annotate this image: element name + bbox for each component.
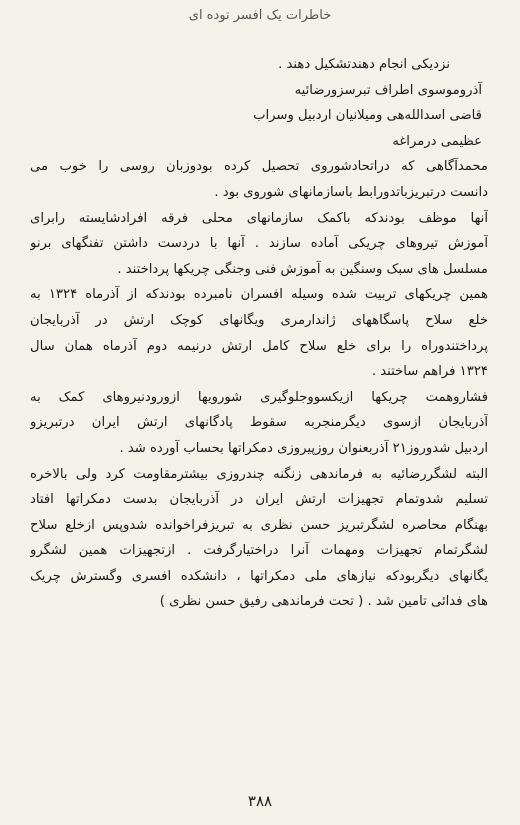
text-line: آذربایجان ازسوی دیگرمنجربه سقوط پادگانهای ارتش ایران درتبریزو — [30, 415, 488, 431]
text-line: خلع سلاح پاسگاههای ژاندارمری ویگانهای کوچک ارتش در آذربایجان — [30, 312, 488, 328]
text-line: فشاروهمت چریکها ازیکسووجلوگیری شورویها ازورودنیروهای کمک به — [30, 389, 488, 405]
text-line: محمدآگاهی که دراتحادشوروی تحصیل کرده بودوزبان روسی را خوب می — [30, 159, 488, 175]
text-line: عظیمی درمراغه — [392, 133, 482, 149]
text-line: مسلسل های سبک وسنگین به آموزش فنی وجنگی چریکها پرداختند . — [117, 261, 488, 277]
text-line: تسلیم شدوتمام تجهیزات ارتش ایران در آذربایجان بدست دمکراتها افتاد — [30, 492, 488, 508]
text-line: بهنگام محاصره لشگرتبریز حسن نظری به تبریزفراخوانده شدوپس ازخلع سلاح — [30, 517, 488, 533]
text-line: قاضی اسدالله‌هی ومیلانیان اردبیل وسراب — [253, 108, 482, 124]
text-line: لشگرتمام تجهیزات ومهمات آنرا دراختیارگرفت . ازتجهیزات همین لشگرو — [30, 543, 488, 559]
text-line: دانست درتبریزباتدورابط باسازمانهای شوروی بود . — [214, 184, 488, 200]
text-line: آذروموسوی اطراف تبرسزورضائیه — [294, 82, 482, 98]
text-line: آموزش تیروهای چریکی آماده سازند . آنها با دردست داشتن تفنگهای برنو — [30, 236, 488, 252]
running-header: خاطرات یک افسر توده ای — [188, 8, 332, 23]
text-line: همین چریکهای تربیت شده وسیله افسران نامبرده بودندکه از آذرماه ۱۳۲۴ به — [30, 287, 488, 303]
text-line: البته لشگررضائیه به فرماندهی زنگنه چندروزی بیشترمقاومت کرد ولی بالاخره — [30, 466, 488, 482]
text-line: نزدیکی انجام دهندتشکیل دهند . — [278, 57, 450, 72]
text-line: ۱۳۲۴ فراهم ساختند . — [371, 364, 488, 380]
body-text — [30, 52, 488, 615]
text-line: یگانهای دیگربودکه نیازهای ملی دمکراتها ، دانشکده افسری وگسترش چریک — [30, 568, 488, 584]
page-number: ۳۸۸ — [247, 792, 273, 810]
text-line: آنها موظف بودندکه باکمک سازمانهای محلی فرقه افرادشایسته رابرای — [30, 210, 488, 226]
text-line: پرداختندوراه را برای خلع سلاح کامل ارتش درنیمه دوم آذرماه همان سال — [30, 338, 488, 354]
text-line: های فدائی تامین شد . ( تحت فرماندهی رفیق حسن نظری ) — [159, 594, 488, 610]
text-line: اردبیل شدوروز۲۱ آذربعنوان روزپیروزی دمکراتها بحساب آورده شد . — [119, 440, 488, 456]
